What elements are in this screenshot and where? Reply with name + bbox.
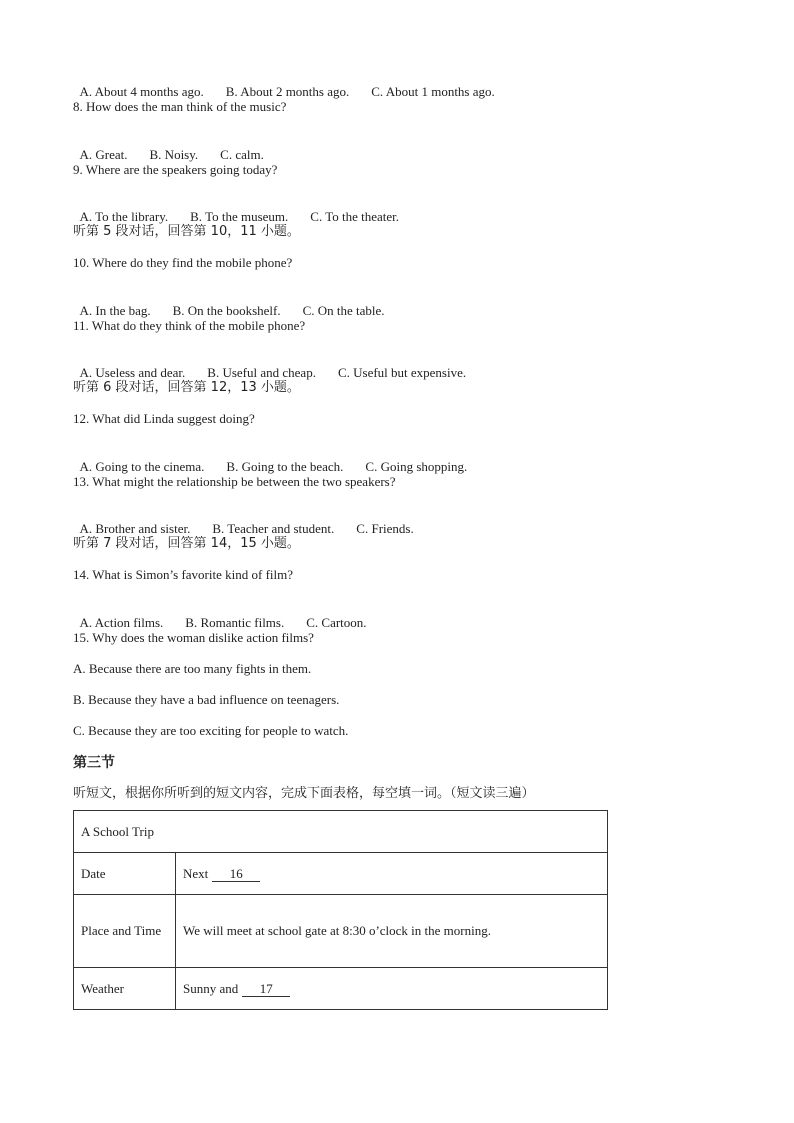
instruction-dialogue-5: 听第 5 段对话，回答第 10，11 小题。 xyxy=(73,224,300,239)
q11-option-b: B. Useful and cheap. xyxy=(207,365,316,380)
q10-option-b: B. On the bookshelf. xyxy=(172,303,281,318)
table-row-place-time xyxy=(74,895,608,968)
q7-options xyxy=(73,68,495,100)
q8-option-c: C. calm. xyxy=(220,147,264,162)
q14-option-c: C. Cartoon. xyxy=(306,615,367,630)
section-3-title: 第三节 xyxy=(73,755,115,771)
q12-option-a: A. Going to the cinema. xyxy=(79,459,205,474)
school-trip-table xyxy=(73,810,608,1010)
q11-options xyxy=(73,349,466,381)
row-value-date xyxy=(176,853,608,895)
q15-question: 15. Why does the woman dislike action films? xyxy=(73,630,314,645)
q13-option-b: B. Teacher and student. xyxy=(212,521,335,536)
instruction-dialogue-7: 听第 7 段对话，回答第 14，15 小题。 xyxy=(73,536,300,551)
date-prefix: Next xyxy=(183,865,209,881)
table-title-row xyxy=(74,811,608,853)
q7-option-c: C. About 1 months ago. xyxy=(371,84,495,99)
q9-options xyxy=(73,193,399,225)
q10-option-a: A. In the bag. xyxy=(79,303,151,318)
q14-options xyxy=(73,599,367,631)
blank-17: 17 xyxy=(242,982,290,997)
section-3-instruction: 听短文，根据你所听到的短文内容，完成下面表格，每空填一词。（短文读三遍） xyxy=(73,786,535,801)
q12-option-c: C. Going shopping. xyxy=(365,459,468,474)
q13-option-c: C. Friends. xyxy=(356,521,414,536)
q10-question: 10. Where do they find the mobile phone? xyxy=(73,255,293,270)
q11-question: 11. What do they think of the mobile phone? xyxy=(73,318,306,333)
q15-option-a: A. Because there are too many fights in them. xyxy=(73,661,312,676)
q10-options xyxy=(73,287,385,319)
q13-option-a: A. Brother and sister. xyxy=(79,521,191,536)
table-title: A School Trip xyxy=(74,811,608,853)
q9-question: 9. Where are the speakers going today? xyxy=(73,162,278,177)
q12-options xyxy=(73,443,467,475)
table-row-date xyxy=(74,853,608,895)
q8-question: 8. How does the man think of the music? xyxy=(73,99,287,114)
q15-option-c: C. Because they are too exciting for people to watch. xyxy=(73,723,349,738)
row-label-place-time: Place and Time xyxy=(74,895,176,968)
q12-question: 12. What did Linda suggest doing? xyxy=(73,411,255,426)
blank-16: 16 xyxy=(212,867,260,882)
q14-option-a: A. Action films. xyxy=(79,615,164,630)
row-label-weather: Weather xyxy=(74,968,176,1010)
q7-option-a: A. About 4 months ago. xyxy=(79,84,204,99)
q14-option-b: B. Romantic films. xyxy=(185,615,285,630)
q14-question: 14. What is Simon’s favorite kind of film? xyxy=(73,567,294,582)
q8-option-a: A. Great. xyxy=(79,147,128,162)
q13-question: 13. What might the relationship be between the two speakers? xyxy=(73,474,396,489)
q9-option-b: B. To the museum. xyxy=(190,209,289,224)
q11-option-c: C. Useful but expensive. xyxy=(337,365,467,380)
table-row-weather xyxy=(74,968,608,1010)
instruction-dialogue-6: 听第 6 段对话，回答第 12，13 小题。 xyxy=(73,380,300,395)
q10-option-c: C. On the table. xyxy=(302,303,385,318)
q12-option-b: B. Going to the beach. xyxy=(226,459,344,474)
q11-option-a: A. Useless and dear. xyxy=(79,365,186,380)
q8-option-b: B. Noisy. xyxy=(149,147,199,162)
row-value-weather xyxy=(176,968,608,1010)
q8-options xyxy=(73,131,264,163)
q13-options xyxy=(73,505,414,537)
row-value-place-time: We will meet at school gate at 8:30 o’clock in the morning. xyxy=(176,895,608,968)
row-label-date: Date xyxy=(74,853,176,895)
q7-option-b: B. About 2 months ago. xyxy=(225,84,350,99)
q9-option-a: A. To the library. xyxy=(79,209,169,224)
q15-option-b: B. Because they have a bad influence on teenagers. xyxy=(73,692,340,707)
q9-option-c: C. To the theater. xyxy=(310,209,400,224)
weather-prefix: Sunny and xyxy=(183,980,239,996)
